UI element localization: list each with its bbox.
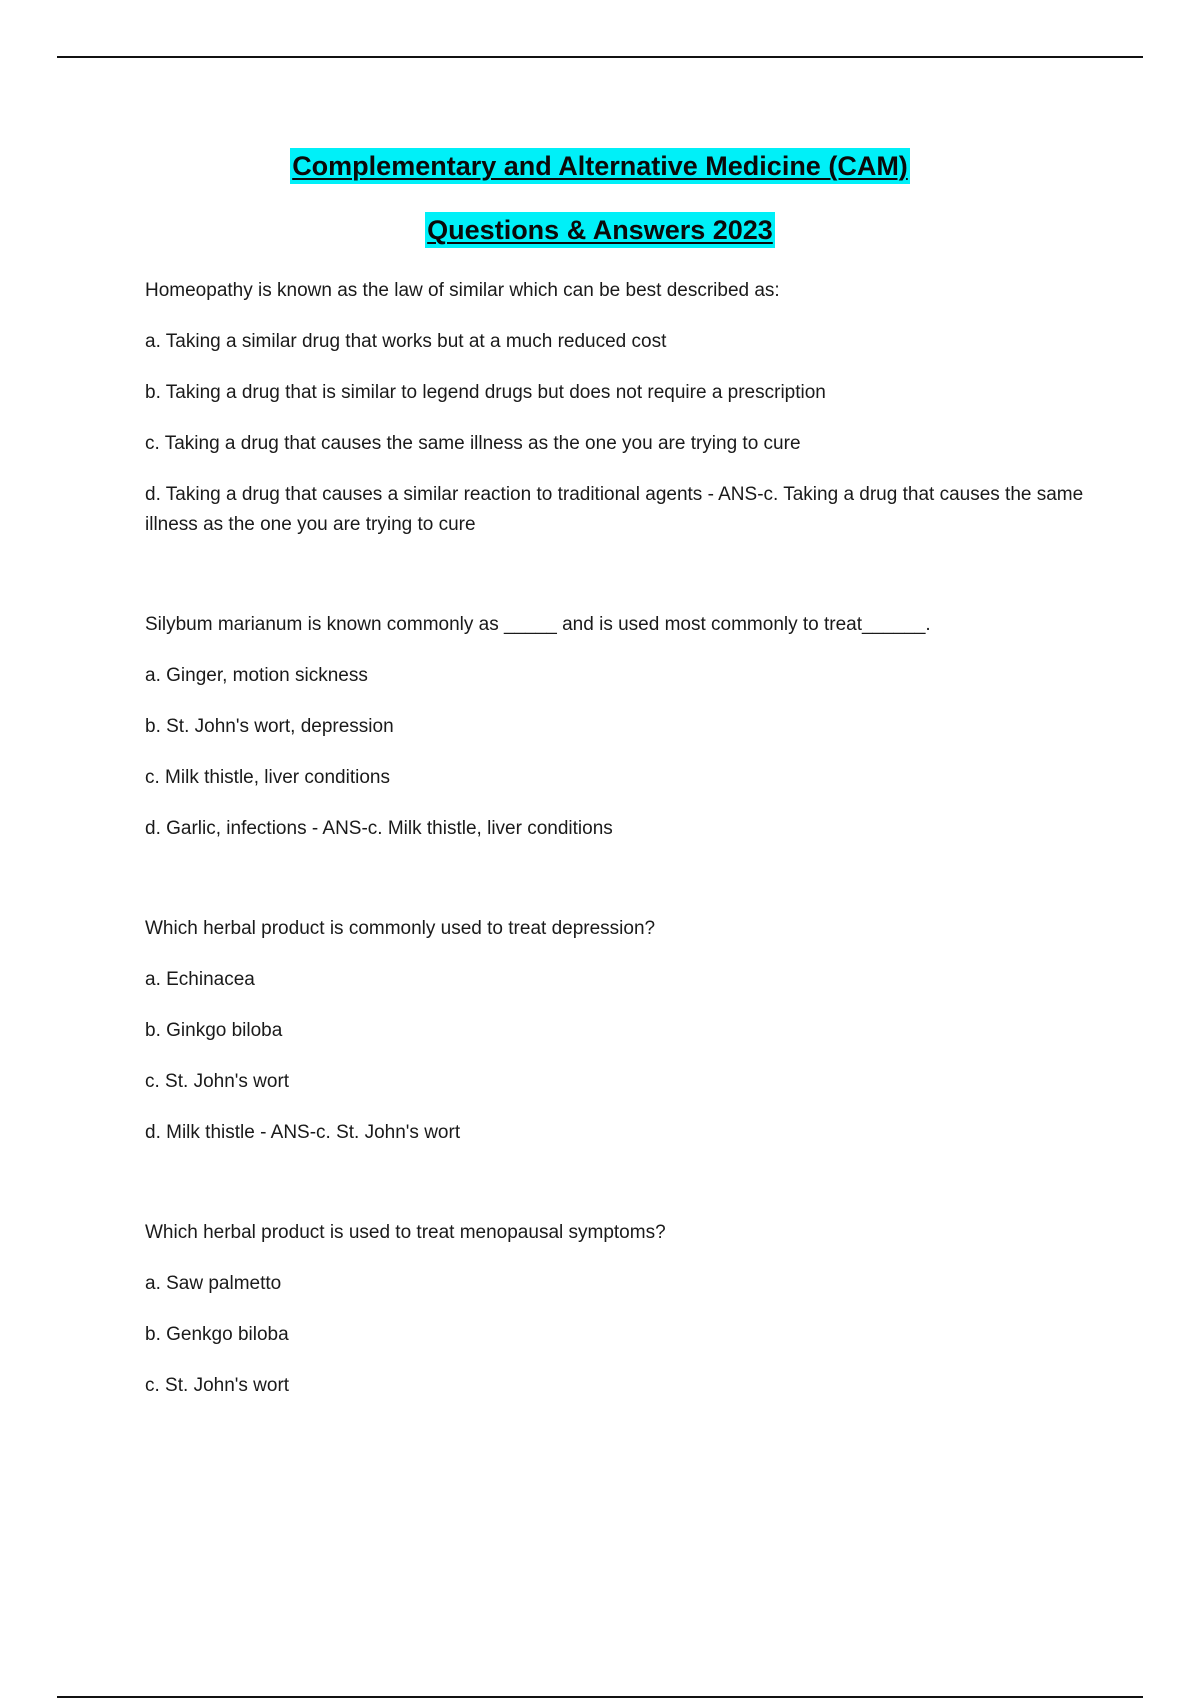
question-block xyxy=(145,1218,1095,1401)
answer-option: b. Genkgo biloba xyxy=(145,1324,289,1345)
question-block xyxy=(145,914,1095,1148)
question-block xyxy=(145,276,1095,540)
question-prompt: Silybum marianum is known commonly as _____ and is used most commonly to treat______. xyxy=(145,614,931,635)
bottom-divider xyxy=(57,1696,1143,1698)
answer-option: b. St. John's wort, depression xyxy=(145,716,394,737)
question-prompt: Which herbal product is used to treat menopausal symptoms? xyxy=(145,1222,666,1243)
answer-option: d. Taking a drug that causes a similar reaction to traditional agents - ANS-c. Taking a drug that causes the same illness as the one you are trying to cure xyxy=(145,484,1084,535)
answer-option: a. Echinacea xyxy=(145,969,255,990)
question-spacer xyxy=(145,561,1095,610)
question-block xyxy=(145,610,1095,844)
document-title: Complementary and Alternative Medicine (CAM) xyxy=(290,148,910,184)
answer-option: b. Ginkgo biloba xyxy=(145,1020,283,1041)
document-subtitle: Questions & Answers 2023 xyxy=(425,212,775,248)
answer-option: d. Milk thistle - ANS-c. St. John's wort xyxy=(145,1122,461,1143)
question-prompt: Homeopathy is known as the law of similar which can be best described as: xyxy=(145,280,780,301)
answer-option: b. Taking a drug that is similar to legend drugs but does not require a prescription xyxy=(145,382,826,403)
answer-option: a. Ginger, motion sickness xyxy=(145,665,368,686)
title-line-2-wrap xyxy=(0,212,1200,248)
answer-option: c. St. John's wort xyxy=(145,1071,290,1092)
question-prompt: Which herbal product is commonly used to treat depression? xyxy=(145,918,656,939)
answer-option: a. Taking a similar drug that works but at a much reduced cost xyxy=(145,331,667,352)
question-spacer xyxy=(145,865,1095,914)
answer-option: c. St. John's wort xyxy=(145,1375,290,1396)
answer-option: d. Garlic, infections - ANS-c. Milk thistle, liver conditions xyxy=(145,818,613,839)
question-list xyxy=(145,276,1095,1422)
answer-option: c. Milk thistle, liver conditions xyxy=(145,767,390,788)
question-spacer xyxy=(145,1169,1095,1218)
title-line-1-wrap xyxy=(0,148,1200,184)
top-divider xyxy=(57,56,1143,58)
answer-option: c. Taking a drug that causes the same illness as the one you are trying to cure xyxy=(145,433,801,454)
answer-option: a. Saw palmetto xyxy=(145,1273,282,1294)
